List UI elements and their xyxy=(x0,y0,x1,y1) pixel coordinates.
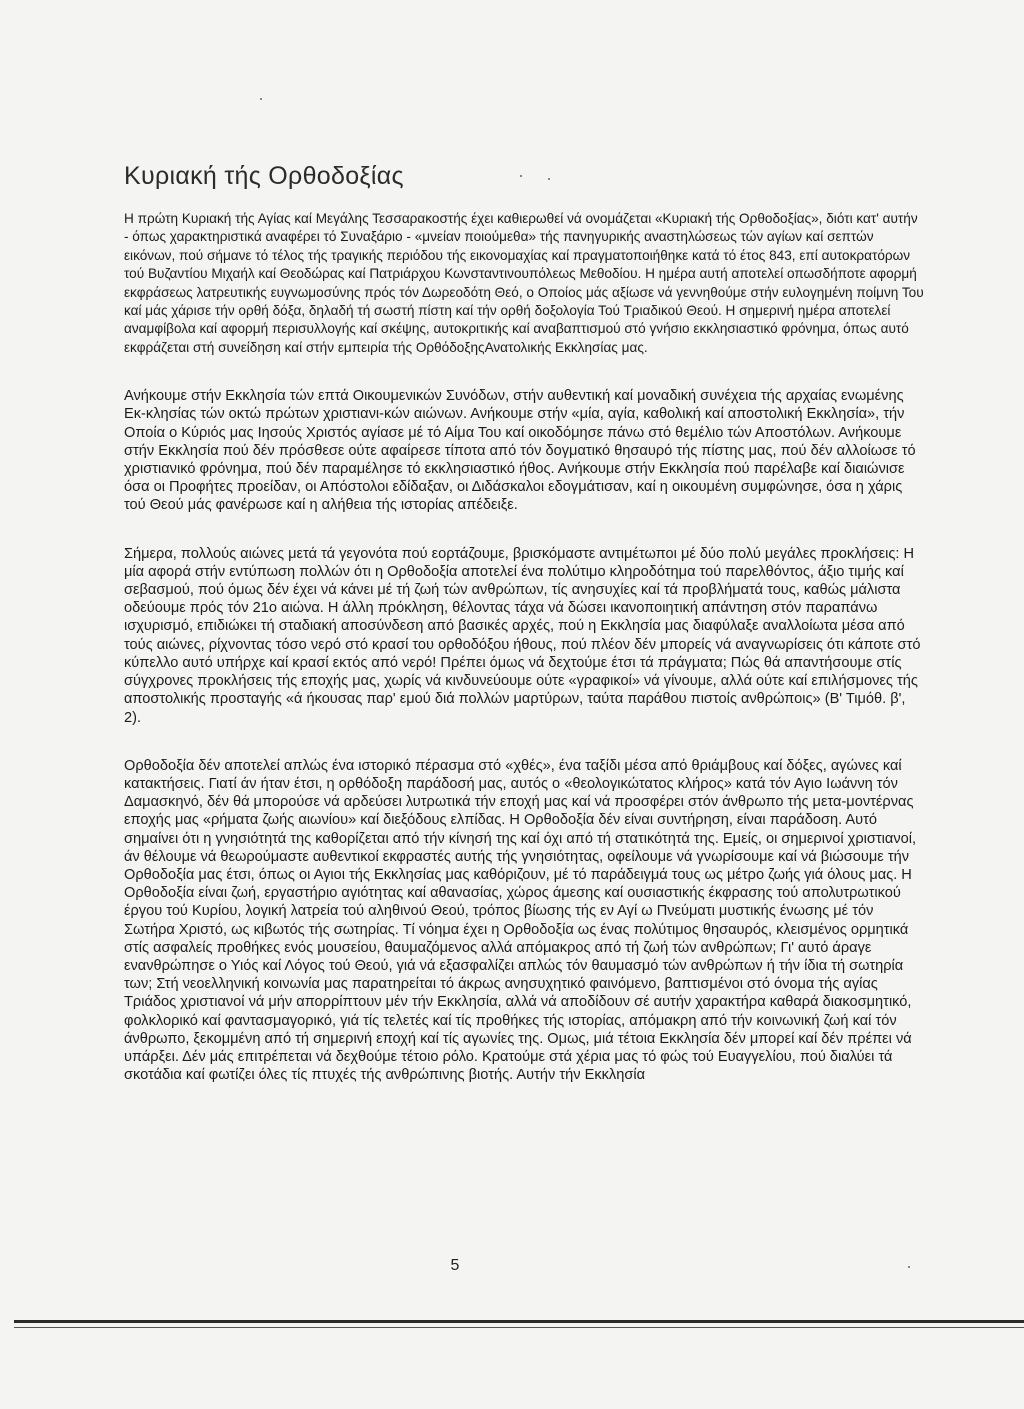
footer-rule-thin xyxy=(14,1327,1024,1328)
paragraph-2: Ανήκουμε στήν Εκκλησία τών επτά Οικουμενικών Συνόδων, στήν αυθεντική καί μοναδική συνέχεια τής αρχαίας ενωμένης Εκ-κλησίας τών οκτώ πρώτων χριστιανι-κών αιώνων. Ανήκουμε στήν «μία, αγία, καθολική καί αποστολική Εκκλησία», τήν Οποία ο Κύριός μας Ιησούς Χριστός αγίασε μέ τό Αίμα Του καί οικοδόμησε πάνω στό θεμέλιο τών Αποστόλων. Ανήκουμε στήν Εκκλησία πού δέν πρόσθεσε ούτε αφαίρεσε τίποτα από τόν δογματικό θησαυρό τής πίστης μας, πού δέν αλλοίωσε τό χριστιανικό φρόνημα, πού δέν παραμέλησε τό εκκλησιαστικό ήθος. Ανήκουμε στήν Εκκλησία πού παρέλαβε καί διαιώνισε όσα οι Προφήτες προείδαν, οι Απόστολοι εδίδαξαν, οι Διδάσκαλοι εδογμάτισαν, καί η οικουμένη συμφώνησε, όσα η χάρις τού Θεού μάς φανέρωσε καί η αλήθεια τής ιστορίας απέδειξε. xyxy=(124,388,916,514)
page-title: Κυριακή τής Ορθοδοξίας xyxy=(124,162,404,190)
scan-speck xyxy=(260,98,262,100)
page-number: 5 xyxy=(450,1257,460,1274)
scan-speck xyxy=(548,178,550,180)
footer-rule xyxy=(14,1320,1024,1323)
paragraph-3: Σήμερα, πολλούς αιώνες μετά τά γεγονότα πού εορτάζουμε, βρισκόμαστε αντιμέτωποι μέ δύο πολύ μεγάλες προκλήσεις: Η μία αφορά στήν εντύπωση πολλών ότι η Ορθοδοξία αποτελεί ένα πολύτιμο κληροδότημα τού παρελθόντος, άξιο τιμής καί σεβασμού, πού όμως δέν έχει νά κάνει μέ τή ζωή τών ανθρώπων, τίς ανησυχίες καί τά προβλήματά τους, καθώς μάλιστα οδεύουμε πρός τόν 21ο αιώνα. Η άλλη πρόκληση, θέλοντας τάχα νά δώσει ικανοποιητική απάντηση στόν παραπάνω ισχυρισμό, επιδιώκει τή σταδιακή αποσύνδεση από βασικές αρχές, πού η Εκκλησία μας διαφύλαξε αναλλοίωτα μέσα από τούς αιώνες, ρίχνοντας τόσο νερό στό κρασί του ορθοδόξου ήθους, πού πλέον δέν μπορείς νά αναγνωρίσεις ότι κάποτε στό κύπελλο αυτό υπήρχε καί κρασί εκτός από νερό! Πρέπει όμως νά δεχτούμε έτσι τά πράγματα; Πώς θά απαντήσουμε στίς σύγχρονες προκλήσεις τής εποχής μας, χωρίς νά κινδυνεύουμε ούτε «γραφικοί» νά γίνουμε, αλλά ούτε καί επιλήσμονες τής αποστολικής προσταγής «ά ήκουσας παρ' εμού διά πολλών μαρτύρων, ταύτα παράθου πιστοίς ανθρώποις» (Β' Τιμόθ. β', 2). xyxy=(124,545,921,726)
scan-speck xyxy=(520,175,522,177)
paragraph-1: Η πρώτη Κυριακή τής Αγίας καί Μεγάλης Τεσσαρακοστής έχει καθιερωθεί νά ονομάζεται «Κυριακή τής Ορθοδοξίας», διότι κατ' αυτήν - όπως χαρακτηριστικά αναφέρει τό Συναξάριο - «μνείαν ποιούμεθα» τής πανηγυρικής αναστηλώσεως τών αγίων καί σεπτών εικόνων, πού σήμανε τό τέλος τής τραγικής περιόδου τής εικονομαχίας καί πραγματοποιήθηκε κατά τό έτος 843, επί αυτοκρατόρων τού Βυζαντίου Μιχαήλ καί Θεοδώρας καί Πατριάρχου Κωνσταντινουπόλεως Μεθοδίου. Η ημέρα αυτή αποτελεί οπωσδήποτε αφορμή εκφράσεως λατρευτικής ευγνωμοσύνης πρός τόν Δωρεοδότη Θεό, ο Οποίος μάς αξίωσε νά γεννηθούμε στήν ευλογημένη ποίμνη Του καί μάς χάρισε τήν ορθή δόξα, δηλαδή τή σωστή πίστη καί τήν ορθή δοξολογία Τού Τριαδικού Θεού. Η σημερινή ημέρα αποτελεί αναμφίβολα καί αφορμή περισυλλογής καί σκέψης, αυτοκριτικής καί αναβαπτισμού στό γνήσιο εκκλησιαστικό φρόνημα, όπως αυτό εκφράζεται στή συνείδηση καί στήν εμπειρία τής ΟρθόδοξηςΑνατολικής Εκκλησίας μας. xyxy=(124,211,924,355)
paragraph-4: Ορθοδοξία δέν αποτελεί απλώς ένα ιστορικό πέρασμα στό «χθές», ένα ταξίδι μέσα από θριάμβους καί δόξες, αγώνες καί κατακτήσεις. Γιατί άν ήταν έτσι, η ορθόδοξη παράδοσή μας, αυτός ο «θεολογικώτατος κλήρος» κατά τόν Αγιο Ιωάννη τόν Δαμασκηνό, δέν θά μπορούσε νά αρδεύσει λυτρωτικά τήν εποχή μας καί νά προσφέρει στόν άνθρωπο τής μετα-μοντέρνας εποχής μας «ρήματα ζωής αιωνίου» καί διεξόδους ελπίδας. Η Ορθοδοξία δέν είναι συντήρηση, είναι παράδοση. Αυτό σημαίνει ότι η γνησιότητά της καθορίζεται από τήν κίνησή της καί όχι από τή στατικότητά της. Εμείς, οι σημερινοί χριστιανοί, άν θέλουμε νά θεωρούμαστε αυθεντικοί εκφραστές αυτής τής γνησιότητας, οφείλουμε νά γνωρίσουμε καί νά βιώσουμε τήν Ορθοδοξία μας έτσι, όπως οι Αγιοι τής Εκκλησίας μας καθόριζουν, μέ τό παράδειγμά τους ως μέτρο ζωής γιά όλους μας. Η Ορθοδοξία είναι ζωή, εργαστήριο αγιότητας καί αθανασίας, χώρος άμεσης καί ουσιαστικής έκφρασης τού απολυτρωτικού έργου τού Κυρίου, λογική λατρεία τού αληθινού Θεού, τρόπος βίωσης τής εν Αγί ω Πνεύματι μυστικής ένωσης μέ τόν Σωτήρα Χριστό, ως κιβωτός τής σωτηρίας. Τί νόημα έχει η Ορθοδοξία ως ένας πολύτιμος θησαυρός, κλεισμένος ορμητικά στίς ασφαλείς προθήκες ενός μουσείου, θαυμαζόμενος αλλά απόμακρος από τή ζωή τών ανθρώπων; Γι' αυτό άραγε ενανθρώπησε ο Υιός καί Λόγος τού Θεού, γιά νά εξασφαλίζει απλώς τόν θαυμασμό τών ανθρώπων ή τήν ίδια τή σωτηρία των; Στή νεοελληνική κοινωνία μας παρατηρείται τό άκρως ανησυχητικό φαινόμενο, βαπτισμένοι στό όνομα τής αγίας Τριάδος χριστιανοί νά μήν απορρίπτουν μέν τήν Εκκλησία, αλλά νά αποδίδουν σέ αυτήν χαρακτήρα καθαρά διακοσμητικό, φολκλορικό καί φαντασμαγορικό, γιά τίς τελετές καί τίς προθήκες τής ιστορίας, απόμακρη από τήν κοινωνική ζωή καί τόν άνθρωπο, ξεκομμένη από τή σημερινή εποχή καί τίς αγωνίες της. Ομως, μιά τέτοια Εκκλησία δέν μπορεί καί δέν πρέπει νά υπάρξει. Δέν μάς επιτρέπεται νά δεχθούμε τέτοιο ρόλο. Κρατούμε στά χέρια μας τό φώς τού Ευαγγελίου, πού διαλύει τά σκοτάδια καί φωτίζει όλες τίς πτυχές τής ανθρώπινης βιοτής. Αυτήν τήν Εκκλησία xyxy=(124,757,917,1084)
scan-speck xyxy=(908,1266,910,1268)
body-text xyxy=(124,210,924,1084)
